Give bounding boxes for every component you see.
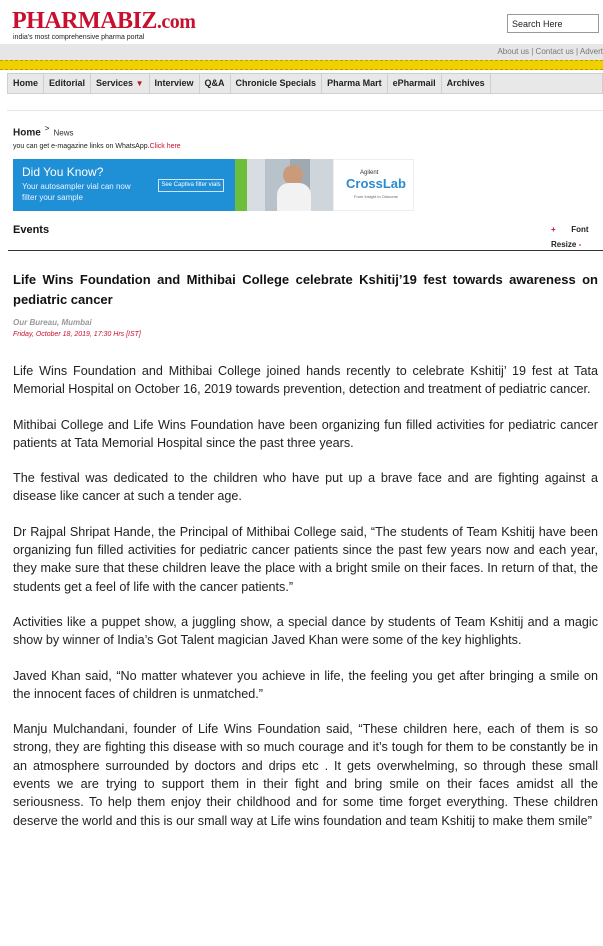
breadcrumb-separator: > bbox=[44, 124, 50, 133]
site-tagline: india's most comprehensive pharma portal bbox=[13, 34, 145, 41]
whatsapp-notice bbox=[13, 143, 181, 150]
nav-item-home[interactable]: Home bbox=[8, 74, 44, 93]
ad-person-head bbox=[283, 165, 303, 185]
article-paragraph: Dr Rajpal Shripat Hande, the Principal of Mithibai College said, “The students of Team Kshitij have been organizing fun filled activities for pediatric cancer patients since the past few years now and each year, they make sure that these children leave the place with a bright smile on their faces. In return of that, the students get a feel of life with the cancer patients.” bbox=[13, 524, 598, 594]
article-paragraph: Mithibai College and Life Wins Foundation have been organizing fun filled activities for pediatric cancer patients at Tata Memorial Hospital since the past three years. bbox=[13, 417, 598, 450]
ad-brand-panel bbox=[333, 159, 414, 211]
font-increase-button[interactable]: + bbox=[551, 225, 556, 234]
ad-brand-small: Agilent bbox=[360, 170, 379, 176]
whatsapp-click-here-link[interactable]: Click here bbox=[149, 143, 181, 150]
article-paragraph: Manju Mulchandani, founder of Life Wins Foundation said, “These children here, each of them is so strong, they are fighting this disease with so much courage and it’s tough for them to be constantly be in an atmosphere surrounded by doctors and drips etc . It gets overwhelming, so through these small events we are trying to support them in their fight and bring smile on their faces amidst all the seriousness. To help them enjoy their childhood and for some time forget everything. These children deserve the world and this is our small way at Life wins foundation and team Kshitij to make them smile” bbox=[13, 722, 598, 828]
article-paragraph: The festival was dedicated to the children who have put up a brave face and are fighting against a disease like cancer at such a tender age. bbox=[13, 471, 598, 504]
nav-item-qa[interactable]: Q&A bbox=[200, 74, 231, 93]
site-logo[interactable]: PHARMABIZ.com bbox=[12, 8, 196, 34]
ad-person-body bbox=[277, 183, 311, 211]
breadcrumb bbox=[13, 124, 73, 138]
article-paragraph: Life Wins Foundation and Mithibai College joined hands recently to celebrate Kshitij’ 19 fest at Tata Memorial Hospital on October 16, 2019 towards prevention, detection and treatment of pediatric cancer. bbox=[13, 364, 598, 397]
ad-subtext: Your autosampler vial can now filter your sample bbox=[22, 182, 131, 202]
nav-item-chronicle-specials[interactable]: Chronicle Specials bbox=[231, 74, 323, 93]
nav-item-services-label: Services bbox=[96, 78, 134, 88]
ad-brand-name: CrossLab bbox=[346, 176, 406, 191]
ad-banner[interactable] bbox=[13, 159, 414, 211]
font-decrease-button[interactable]: - bbox=[578, 240, 582, 249]
nav-item-interview[interactable]: Interview bbox=[150, 74, 200, 93]
ad-cta-button[interactable]: See Captiva filter vials bbox=[158, 179, 224, 192]
breadcrumb-home[interactable]: Home bbox=[13, 127, 41, 139]
ad-brand-tagline: From Insight to Outcome bbox=[354, 194, 399, 199]
search-input[interactable] bbox=[507, 14, 599, 33]
whatsapp-notice-text: you can get e-magazine links on WhatsApp. bbox=[13, 143, 150, 150]
nav-item-archives[interactable]: Archives bbox=[442, 74, 491, 93]
ad-brand-logo bbox=[346, 176, 406, 191]
article-date: Friday, October 18, 2019, 17:30 Hrs [IST] bbox=[13, 331, 141, 338]
main-nav bbox=[7, 73, 603, 94]
top-links[interactable]: About us | Contact us | Advert bbox=[497, 47, 603, 56]
article-paragraph: Activities like a puppet show, a juggling show, a special dance by students of Team Kshitij and a magic show by winner of India’s Got Talent magician Javed Khan were some of the key highlights. bbox=[13, 614, 598, 648]
site-header bbox=[0, 0, 603, 46]
resize-label: Resize bbox=[551, 240, 577, 249]
ad-lab-photo bbox=[235, 159, 333, 211]
caret-down-icon: ▼ bbox=[135, 79, 144, 88]
font-resize-control bbox=[551, 222, 589, 252]
ad-headline: Did You Know? bbox=[22, 165, 104, 179]
nav-item-epharmail[interactable]: ePharmail bbox=[388, 74, 442, 93]
section-title: Events bbox=[13, 224, 50, 236]
divider bbox=[7, 110, 603, 111]
ad-text-panel bbox=[13, 159, 235, 211]
article-body bbox=[13, 362, 598, 847]
breadcrumb-current: News bbox=[53, 128, 74, 138]
article-byline: Our Bureau, Mumbai bbox=[13, 318, 92, 327]
section-rule bbox=[8, 250, 603, 251]
article-title: Life Wins Foundation and Mithibai College celebrate Kshitij’19 fest towards awareness on pediatric cancer bbox=[13, 272, 598, 307]
decorative-stripe bbox=[0, 60, 603, 70]
font-label: Font bbox=[571, 225, 589, 234]
article-paragraph: Javed Khan said, “No matter whatever you achieve in life, the feeling you get after bringing a smile on the innocent faces of children is unmatched.” bbox=[13, 668, 598, 701]
nav-item-editorial[interactable]: Editorial bbox=[44, 74, 91, 93]
nav-item-pharma-mart[interactable]: Pharma Mart bbox=[322, 74, 388, 93]
nav-item-services[interactable] bbox=[91, 74, 149, 93]
